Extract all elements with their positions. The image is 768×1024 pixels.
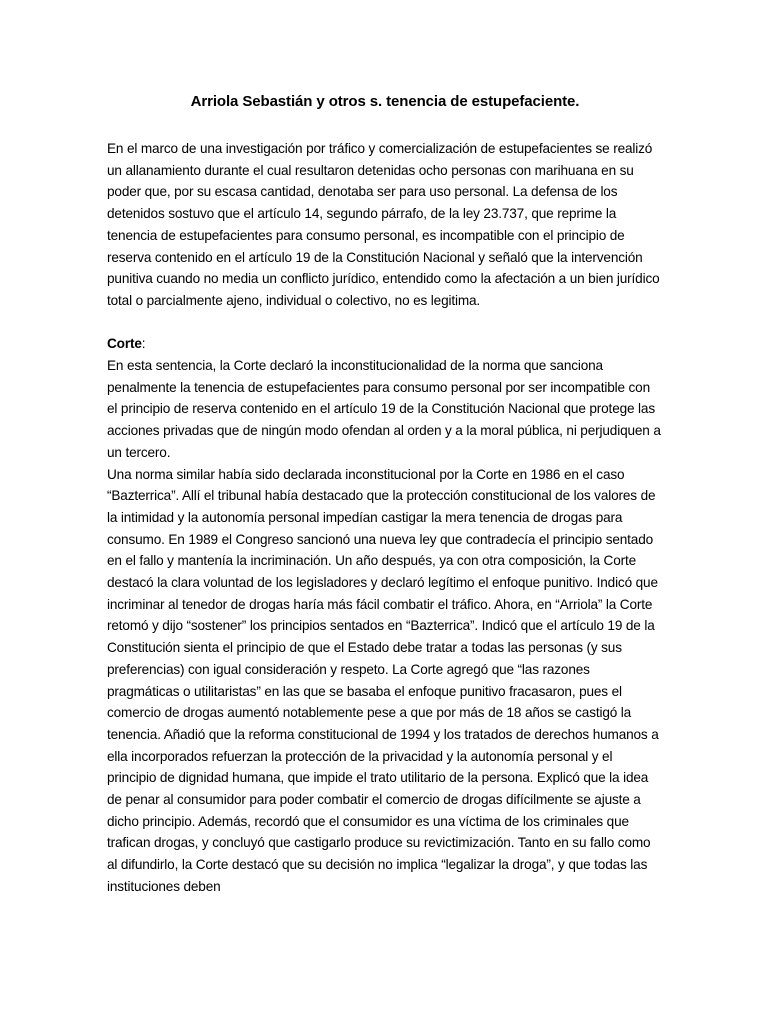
paragraph-spacer bbox=[107, 312, 663, 334]
section-label bbox=[107, 333, 663, 355]
intro-paragraph: En el marco de una investigación por tráfico y comercialización de estupefacientes se realizó un allanamiento durante el cual resultaron detenidas ocho personas con marihuana en su poder que, por su escasa cantidad, denotaba ser para uso personal. La defensa de los detenidos sostuvo que el artículo 14, segundo párrafo, de la ley 23.737, que reprime la tenencia de estupefacientes para consumo personal, es incompatible con el principio de reserva contenido en el artículo 19 de la Constitución Nacional y señaló que la intervención punitiva cuando no media un conflicto jurídico, entendido como la afectación a un bien jurídico total o parcialmente ajeno, individual o colectivo, no es legitima. bbox=[107, 141, 660, 308]
document-page bbox=[107, 92, 663, 898]
section-paragraph-1: En esta sentencia, la Corte declaró la inconstitucionalidad de la norma que sanciona penalmente la tenencia de estupefacientes para consumo personal por ser incompatible con el principio de reserva contenido en el artículo 19 de la Constitución Nacional que protege las acciones privadas que de ningún modo ofendan al orden y a la moral pública, ni perjudiquen a un tercero. bbox=[107, 358, 661, 460]
section-paragraph-2: Una norma similar había sido declarada inconstitucional por la Corte en 1986 en el caso “Bazterrica”. Allí el tribunal había destacado que la protección constitucional de los valores de la intimidad y la autonomía personal impedían castigar la mera tenencia de drogas para consumo. En 1989 el Congreso sancionó una nueva ley que contradecía el principio sentado en el fallo y mantenía la incriminación. Un año después, ya con otra composición, la Corte destacó la clara voluntad de los legisladores y declaró legítimo el enfoque punitivo. Indicó que incriminar al tenedor de drogas haría más fácil combatir el tráfico. Ahora, en “Arriola” la Corte retomó y dijo “sostener” los principios sentados en “Bazterrica”. Indicó que el artículo 19 de la Constitución sienta el principio de que el Estado debe tratar a todas las personas (y sus preferencias) con igual consideración y respeto. La Corte agregó que “las razones pragmáticas o utilitaristas” en las que se basaba el enfoque punitivo fracasaron, pues el comercio de drogas aumentó notablemente pese a que por más de 18 años se castigó la tenencia. Añadió que la reforma constitucional de 1994 y los tratados de derechos humanos a ella incorporados refuerzan la protección de la privacidad y la autonomía personal y el principio de dignidad humana, que impide el trato utilitario de la persona. Explicó que la idea de penar al consumidor para poder combatir el comercio de drogas difícilmente se ajuste a dicho principio. Además, recordó que el consumidor es una víctima de los criminales que trafican drogas, y concluyó que castigarlo produce su revictimización. Tanto en su fallo como al difundirlo, la Corte destacó que su decisión no implica “legalizar la droga”, y que todas las instituciones deben bbox=[107, 466, 659, 894]
section-label-colon: : bbox=[141, 336, 146, 352]
document-title: Arriola Sebastián y otros s. tenencia de estupefaciente. bbox=[190, 93, 580, 110]
section-label-text: Corte bbox=[107, 336, 142, 352]
